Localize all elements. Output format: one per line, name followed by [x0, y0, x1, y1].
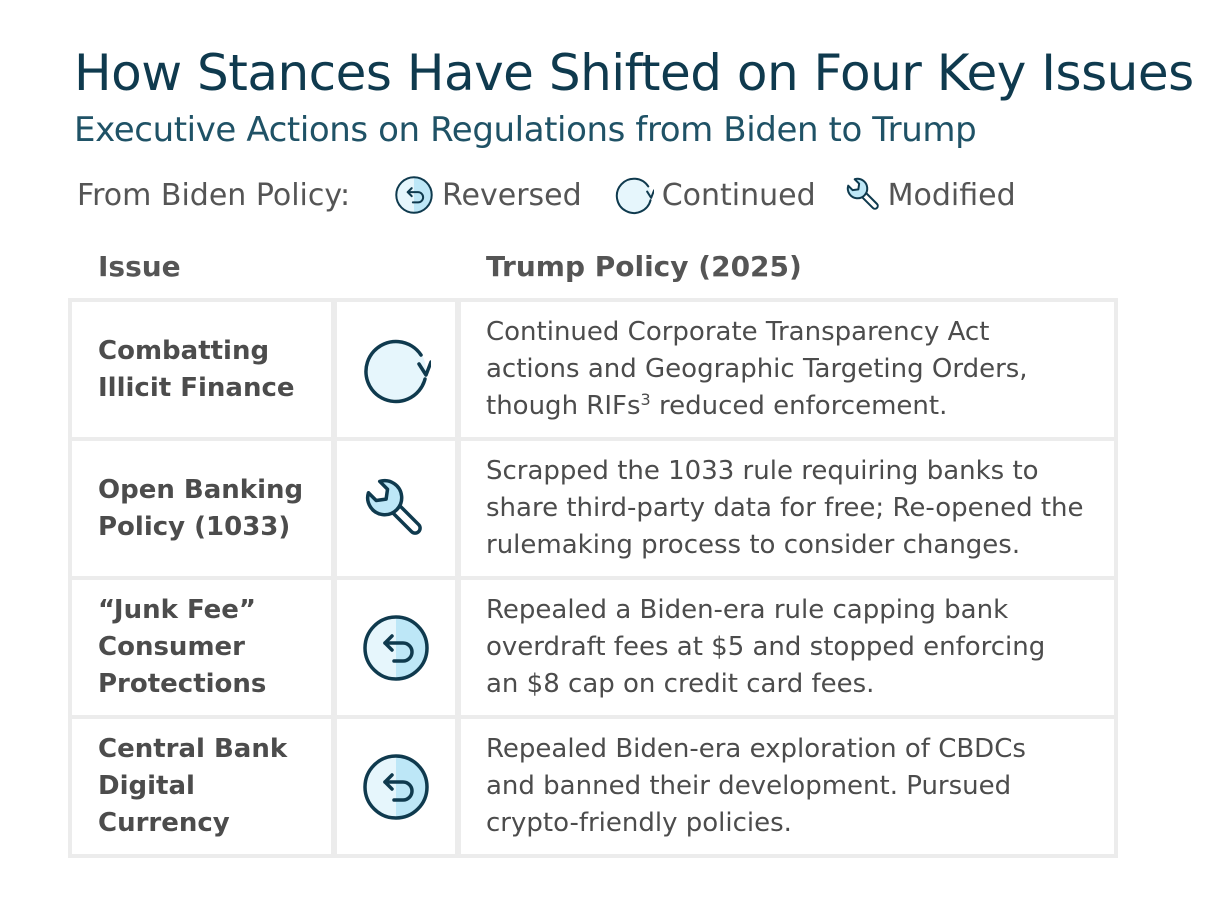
table-row	[72, 302, 1114, 437]
issue-line: Protections	[98, 669, 267, 699]
status-cell	[337, 441, 455, 576]
issue-line: Consumer	[98, 632, 245, 662]
policy-line: and banned their development. Pursued	[486, 771, 1012, 801]
column-header-issue: Issue	[98, 250, 181, 283]
issue-cell	[72, 441, 331, 576]
policy-line	[486, 388, 1028, 425]
policy-line: Repealed Biden-era exploration of CBDCs	[486, 734, 1026, 764]
issue-line: Currency	[98, 808, 230, 838]
issue-line: Central Bank	[98, 734, 288, 764]
legend	[77, 168, 1016, 222]
reversed-arrow-icon	[361, 613, 431, 683]
column-header-policy: Trump Policy (2025)	[486, 250, 802, 283]
issue-line: Digital	[98, 771, 195, 801]
legend-item-reversed	[394, 175, 582, 215]
continued-cycle-icon	[614, 175, 654, 215]
policy-line: actions and Geographic Targeting Orders,	[486, 354, 1028, 384]
table-row	[72, 441, 1114, 576]
issue-line: “Junk Fee”	[98, 595, 257, 625]
page-subtitle: Executive Actions on Regulations from Biden to Trump	[74, 110, 977, 150]
policy-cell	[461, 441, 1114, 576]
issue-line: Illicit Finance	[98, 372, 295, 403]
policy-table	[68, 298, 1118, 858]
status-cell	[337, 302, 455, 437]
issue-line: Open Banking	[98, 474, 304, 505]
table-row	[72, 719, 1114, 854]
policy-line: share third-party data for free; Re-opened the	[486, 493, 1084, 523]
policy-line: Continued Corporate Transparency Act	[486, 317, 990, 347]
issue-cell	[72, 302, 331, 437]
policy-line-start: though RIFs	[486, 391, 641, 421]
policy-cell	[461, 302, 1114, 437]
status-cell	[337, 719, 455, 854]
legend-item-continued	[614, 175, 816, 215]
policy-cell	[461, 580, 1114, 715]
policy-line: Scrapped the 1033 rule requiring banks to	[486, 456, 1039, 486]
status-cell	[337, 580, 455, 715]
policy-line-end: reduced enforcement.	[650, 391, 948, 421]
issue-cell	[72, 580, 331, 715]
wrench-icon	[361, 474, 431, 544]
reversed-arrow-icon	[361, 752, 431, 822]
continued-cycle-icon	[361, 335, 431, 405]
policy-line: crypto-friendly policies.	[486, 808, 792, 838]
table-row	[72, 580, 1114, 715]
footnote-marker: 3	[640, 390, 651, 409]
legend-item-modified	[844, 175, 1016, 215]
policy-cell	[461, 719, 1114, 854]
policy-line: overdraft fees at $5 and stopped enforcing	[486, 632, 1046, 662]
wrench-icon	[844, 175, 884, 215]
legend-lead: From Biden Policy:	[77, 177, 351, 213]
policy-line: an $8 cap on credit card fees.	[486, 669, 875, 699]
legend-label-continued: Continued	[661, 177, 816, 213]
page-title: How Stances Have Shifted on Four Key Issues	[74, 44, 1194, 102]
issue-line: Policy (1033)	[98, 511, 291, 542]
issue-line: Combatting	[98, 335, 270, 366]
policy-line: rulemaking process to consider changes.	[486, 530, 1021, 560]
reversed-arrow-icon	[394, 175, 434, 215]
issue-cell	[72, 719, 331, 854]
policy-line: Repealed a Biden-era rule capping bank	[486, 595, 1009, 625]
legend-label-reversed: Reversed	[442, 177, 582, 213]
legend-label-modified: Modified	[887, 177, 1016, 213]
